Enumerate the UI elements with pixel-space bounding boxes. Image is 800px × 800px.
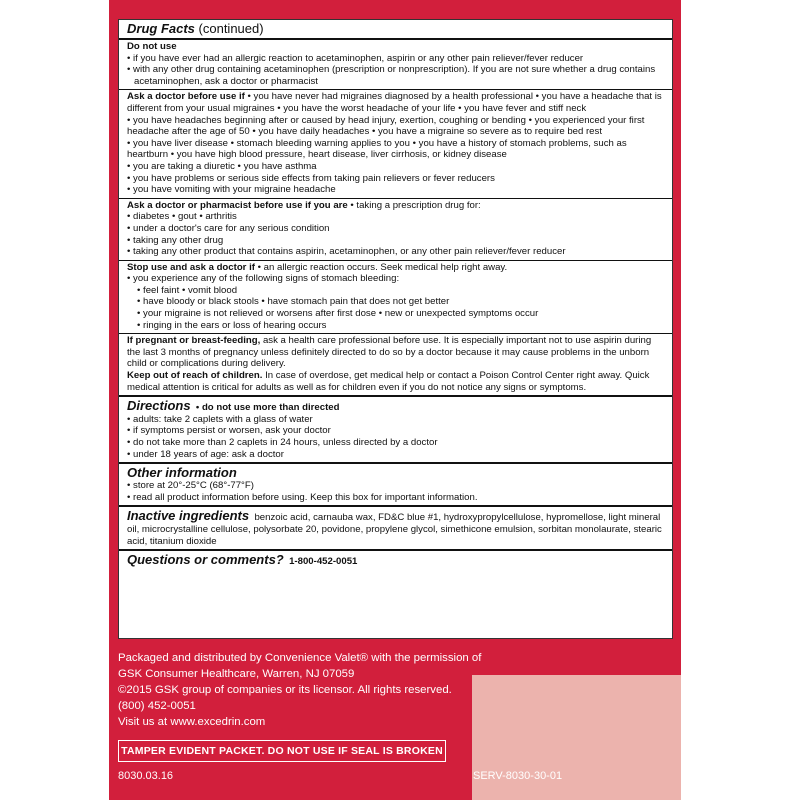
direction-item: • do not take more than 2 caplets in 24 hours, unless directed by a doctor bbox=[127, 437, 438, 448]
warning-item: • you experience any of the following signs of stomach bleeding: bbox=[127, 273, 400, 285]
warning-item: • you have problems or serious side effects from taking pain relievers or fever reducers bbox=[127, 172, 495, 184]
ask-doctor-pharmacist-section bbox=[127, 199, 664, 260]
questions-section bbox=[127, 551, 664, 570]
lot-code: 8030.03.16 bbox=[118, 770, 174, 782]
tamper-evident-notice: TAMPER EVIDENT PACKET. DO NOT USE IF SEAL IS BROKEN bbox=[118, 740, 446, 762]
warning-sub-item: • feel faint • vomit blood bbox=[137, 284, 238, 296]
directions-subheading: • do not use more than directed bbox=[195, 402, 340, 414]
warning-item: • if you have ever had an allergic reaction to acetaminophen, aspirin or any other pain reliever/fever reducer bbox=[127, 52, 584, 64]
warning-item: • ringing in the ears or loss of hearing occurs bbox=[137, 319, 327, 331]
keep-out-text: In case of overdose, get medical help or contact a Poison Control Center right away. Quick medical attention is critical for adults as well as for children even if you do not notice any signs or symptoms. bbox=[127, 370, 650, 393]
info-item: • read all product information before using. Keep this box for important information. bbox=[127, 491, 478, 503]
warning-item: • under a doctor's care for any serious condition bbox=[127, 222, 330, 234]
info-item: • store at 20°-25°C (68°-77°F) bbox=[127, 480, 254, 492]
warning-item: • you have liver disease • stomach bleeding warning applies to you • you have a history of stomach problems, such as heartburn • you have high blood pressure, heart disease, liver cirrhosis, or kidney disease bbox=[127, 137, 627, 161]
keep-out-heading: Keep out of reach of children. bbox=[127, 370, 263, 382]
warning-item: • taking any other product that contains aspirin, acetaminophen, or any other pain reliever/fever reducer bbox=[127, 246, 566, 258]
warning-item: • your migraine is not relieved or worsens after first dose • new or unexpected symptoms occur bbox=[137, 308, 539, 320]
direction-item: • under 18 years of age: ask a doctor bbox=[127, 448, 284, 460]
serial-code: SERV-8030-30-01 bbox=[473, 770, 563, 782]
pregnancy-section bbox=[127, 334, 664, 395]
footer-line: (800) 452-0051 bbox=[118, 700, 196, 712]
pregnancy-text: ask a health care professional before use. It is especially important not to use aspirin during the last 3 months of pregnancy unless definitely directed to do so by a doctor because it may cause problems in the unborn child or complications during delivery. bbox=[127, 335, 652, 370]
direction-item: • if symptoms persist or worsen, ask your doctor bbox=[127, 425, 331, 437]
other-information-heading: Other information bbox=[127, 465, 237, 481]
warning-item: • taking a prescription drug for: bbox=[350, 199, 481, 211]
footer-line: ©2015 GSK group of companies or its licensor. All rights reserved. bbox=[118, 684, 452, 696]
directions-heading: Directions bbox=[127, 398, 191, 414]
footer-line: Visit us at www.excedrin.com bbox=[118, 716, 266, 728]
warning-sub-item: • have bloody or black stools • have stomach pain that does not get better bbox=[137, 296, 450, 308]
drug-facts-title: Drug Facts (continued) bbox=[127, 21, 264, 36]
warning-item: • you have vomiting with your migraine headache bbox=[127, 184, 336, 196]
warning-item: • taking any other drug bbox=[127, 234, 224, 246]
warning-item: • an allergic reaction occurs. Seek medical help right away. bbox=[257, 261, 508, 273]
distributor-footer bbox=[118, 650, 588, 730]
inactive-ingredients-section bbox=[127, 507, 664, 549]
pregnancy-heading: If pregnant or breast-feeding, bbox=[127, 335, 261, 347]
ask-doctor-heading: Ask a doctor before use if bbox=[127, 91, 245, 103]
stop-use-heading: Stop use and ask a doctor if bbox=[127, 261, 255, 273]
directions-section bbox=[127, 397, 664, 462]
do-not-use-heading: Do not use bbox=[127, 41, 177, 52]
drug-facts-box bbox=[118, 19, 673, 639]
stop-use-section bbox=[127, 261, 664, 334]
direction-item: • adults: take 2 caplets with a glass of water bbox=[127, 413, 313, 425]
warning-item: • you are taking a diuretic • you have asthma bbox=[127, 160, 317, 172]
inactive-ingredients-text: benzoic acid, carnauba wax, FD&C blue #1, hydroxypropylcellulose, hypromellose, light mineral oil, microcrystalline cellulose, polysorbate 20, povidone, propylene glycol, simethicone emulsion, sorbitan monolaurate, stearic acid, titanium dioxide bbox=[127, 512, 662, 547]
questions-heading: Questions or comments? bbox=[127, 552, 284, 568]
questions-phone: 1-800-452-0051 bbox=[289, 556, 358, 568]
footer-line: GSK Consumer Healthcare, Warren, NJ 07059 bbox=[118, 668, 355, 680]
warning-item: • you have never had migraines diagnosed by a health professional • you have a headache that is different from your usual migraines • you have the worst headache of your life • you have fever and stiff neck bbox=[127, 91, 662, 114]
inactive-ingredients-heading: Inactive ingredients bbox=[127, 508, 250, 524]
warning-item: • with any other drug containing acetaminophen (prescription or nonprescription). If you are not sure whether a drug contains acetaminophen, ask a doctor or pharmacist bbox=[127, 64, 656, 87]
footer-line: Packaged and distributed by Convenience Valet® with the permission of bbox=[118, 652, 482, 664]
ask-doctor-pharmacist-heading: Ask a doctor or pharmacist before use if you are bbox=[127, 199, 348, 211]
do-not-use-section bbox=[127, 40, 664, 89]
other-information-section bbox=[127, 464, 664, 505]
ask-doctor-section bbox=[127, 90, 664, 197]
warning-item: • you have headaches beginning after or caused by head injury, exertion, coughing or bending • you experienced your first headache after the age of 50 • you have daily headaches • you have a migraine so severe as to require bed rest bbox=[127, 114, 645, 138]
warning-item: • diabetes • gout • arthritis bbox=[127, 211, 237, 223]
